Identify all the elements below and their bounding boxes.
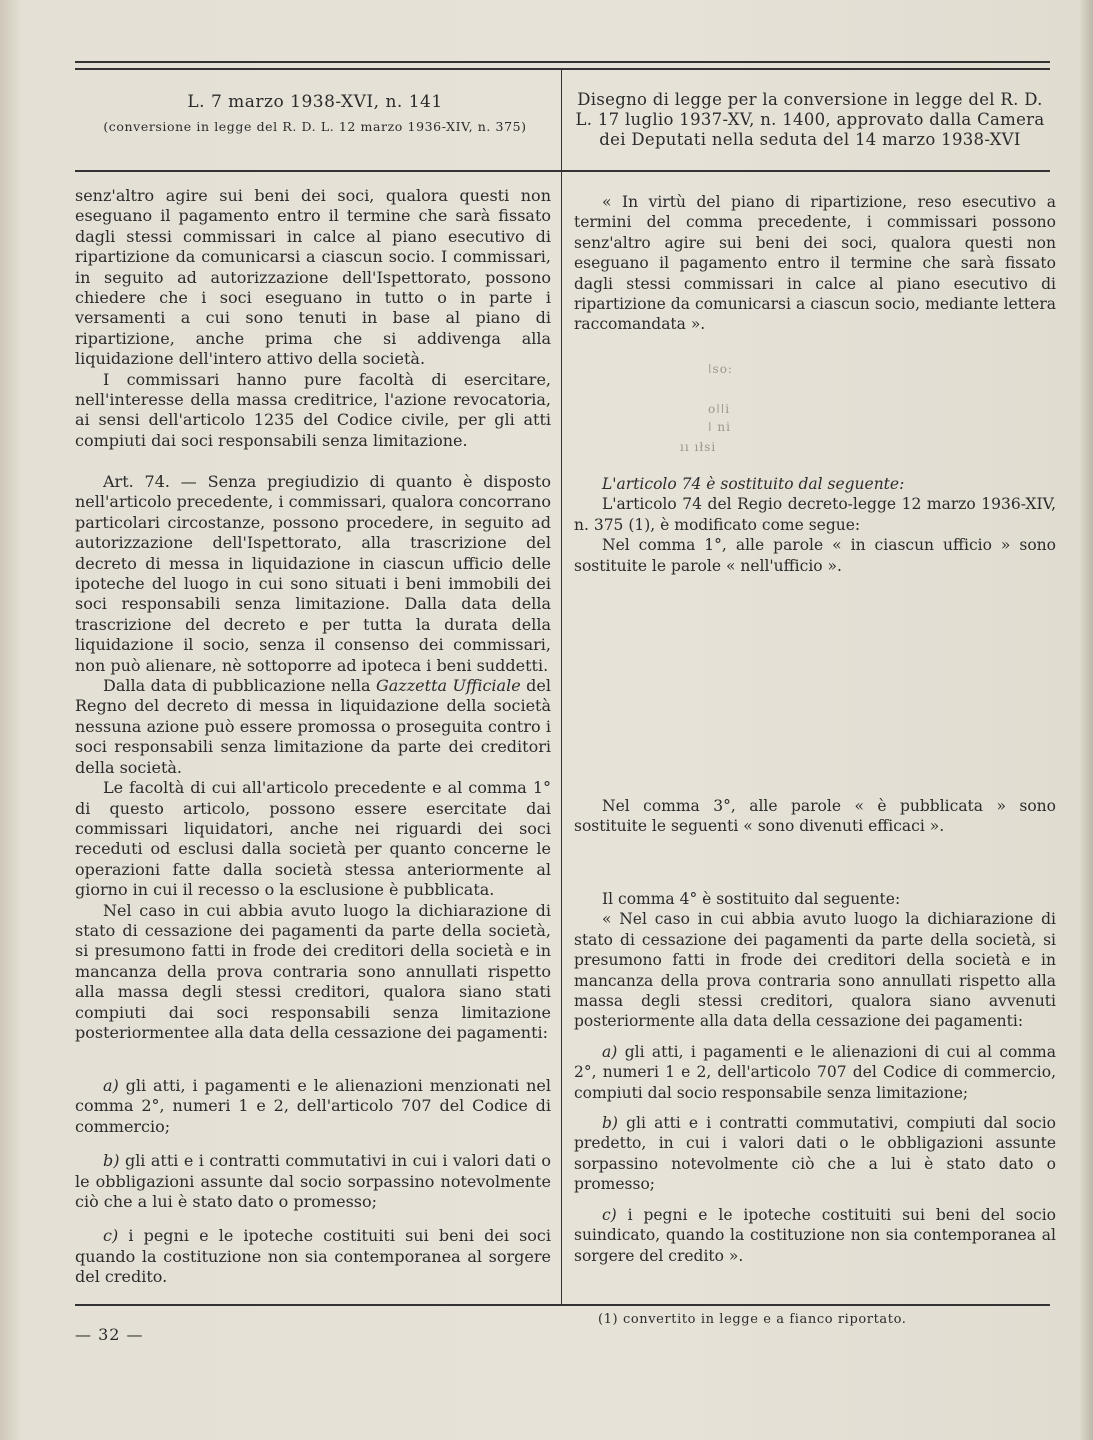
gazzetta-ufficiale-italic: Gazzetta Ufficiale bbox=[375, 676, 521, 696]
left-list-label-b: b) bbox=[103, 1151, 120, 1171]
show-through-mark-2: oǀǀi bbox=[708, 402, 731, 416]
left-list-item-b bbox=[75, 1151, 551, 1212]
header-left-title: L. 7 marzo 1938-XVI, n. 141 bbox=[187, 92, 443, 112]
show-through-mark-4: ıı ıłsi bbox=[680, 440, 717, 454]
right-list-item-a bbox=[574, 1042, 1056, 1103]
left-paragraph-facolta: Le facoltà di cui all'articolo precedente e al comma 1° di questo articolo, possono essere esercitate dai commissari liquidatori, anche nei riguardi dei soci receduti od esclusi dalla società per quanto concerne le operazioni fatte dalla società stessa anteriormente al giorno in cui il recesso o la esclusione è pubblicata. bbox=[75, 778, 551, 900]
right-paragraph-comma-3: Nel comma 3°, alle parole « è pubblicata » sono sostituite le seguenti « sono divenuti efficaci ». bbox=[574, 797, 1056, 836]
left-paragraph-cessazione: Nel caso in cui abbia avuto luogo la dichiarazione di stato di cessazione dei pagamenti da parte della società, si presumono fatti in frode dei creditori della società e in mancanza della prova contraria sono annullati rispetto alla massa degli stessi creditori, qualora siano stati compiuti dai soci responsabili senza limitazione posteriormentee alla data della cessazione dei pagamenti: bbox=[75, 900, 551, 1042]
left-list-label-c: c) bbox=[103, 1226, 119, 1246]
right-paragraph-1: « In virtù del piano di ripartizione, reso esecutivo a termini del comma precedente, i commissari possono senz'altro agire sui beni dei soci, qualora questi non eseguano il pagamento entro il termine che sarà fissato dagli stessi commissari in calce al piano esecutivo di ripartizione da comunicarsi a ciascun socio, mediante lettera raccomandata ». bbox=[574, 193, 1056, 334]
right-list-item-b bbox=[574, 1113, 1056, 1195]
right-list-text-b: gli atti e i contratti commutativi, compiuti dal socio predetto, in cui i valori dati o le obbligazioni assunte sorpassino notevolmente ciò che a lui è stato dato o promesso; bbox=[574, 1114, 1056, 1194]
right-paragraph-comma-1: Nel comma 1°, alle parole « in ciascun ufficio » sono sostituite le parole « nell'ufficio ». bbox=[574, 536, 1056, 575]
right-paragraph-modifica: L'articolo 74 del Regio decreto-legge 12 marzo 1936-XIV, n. 375 (1), è modificato come segue: bbox=[574, 495, 1056, 534]
page-number: — 32 — bbox=[75, 1325, 144, 1344]
left-list-label-a: a) bbox=[103, 1076, 119, 1095]
left-paragraph-gazzetta-after: del Regno del decreto di messa in liquidazione della società nessuna azione può essere promossa o proseguita contro i soci responsabili senza limitazione da parte dei creditori della società. bbox=[75, 676, 551, 777]
header-left bbox=[75, 90, 555, 138]
right-paragraph-comma-4-intro: Il comma 4° è sostituito dal seguente: bbox=[602, 890, 901, 908]
header-right-title: Disegno di legge per la conversione in legge del R. D. L. 17 luglio 1937-XV, n. 1400, approvato dalla Camera dei Deputati nella seduta del 14 marzo 1938-XVI bbox=[575, 90, 1045, 149]
right-column-top bbox=[574, 192, 1056, 335]
right-column-comma-4 bbox=[574, 889, 1056, 1266]
right-column-comma-3 bbox=[574, 796, 1056, 837]
left-column-top bbox=[75, 186, 551, 451]
right-list-text-a: gli atti, i pagamenti e le alienazioni di cui al comma 2°, numeri 1 e 2, dell'articolo 707 del Codice di commercio, compiuti dal socio responsabile senza limitazione; bbox=[574, 1042, 1056, 1102]
right-list-label-b: b) bbox=[602, 1114, 618, 1133]
right-article-74-heading bbox=[574, 474, 1056, 494]
header-rule-bottom bbox=[75, 170, 1050, 172]
left-column-article-74 bbox=[75, 472, 551, 1043]
header-column-divider bbox=[561, 68, 562, 172]
left-article-74: Art. 74. — Senza pregiudizio di quanto è disposto nell'articolo precedente, i commissari, qualora concorrano particolari circostanze, possono procedere, in seguito ad autorizzazione dell'Ispettorato, alla trascrizione del decreto di messa in liquidazione in ciascun ufficio delle ipoteche del luogo in cui sono situati i beni immobili dei soci responsabili senza limitazione. Dalla data della trascrizione del decreto e per tutta la durata della liquidazione il socio, senza il consenso dei commissari, non può alienare, nè sottoporre ad ipoteca i beni suddetti. bbox=[75, 472, 551, 675]
left-paragraph-gazzetta bbox=[75, 676, 551, 778]
right-list-label-a: a) bbox=[602, 1042, 618, 1061]
left-list-item-a bbox=[75, 1076, 551, 1137]
show-through-mark-3: ǀ ni bbox=[708, 420, 731, 434]
left-paragraph-gazzetta-before: Dalla data di pubblicazione nella bbox=[103, 676, 376, 696]
left-list-text-c: i pegni e le ipoteche costituiti sui beni dei soci quando la costituzione non sia contemporanea al sorgere del credito. bbox=[75, 1226, 551, 1287]
right-list-text-c: i pegni e le ipoteche costituiti sui beni del socio suindicato, quando la costituzione non sia contemporanea al sorgere del credito ». bbox=[574, 1205, 1056, 1265]
right-column-article-74 bbox=[574, 474, 1056, 576]
left-paragraph-1: senz'altro agire sui beni dei soci, qualora questi non eseguano il pagamento entro il termine che sarà fissato dagli stessi commissari in calce al piano esecutivo di ripartizione da comunicarsi a ciascun socio. I commissari, in seguito ad autorizzazione dell'Ispettorato, possono chiedere che i soci eseguano in tutto o in parte i versamenti a cui sono tenuti in base al piano di ripartizione, anche prima che si addivenga alla liquidazione dell'intero attivo della società. bbox=[75, 186, 551, 369]
right-article-74-italic: L'articolo 74 è sostituito dal seguente: bbox=[602, 475, 905, 493]
header-left-subtitle: (conversione in legge del R. D. L. 12 marzo 1936-XIV, n. 375) bbox=[103, 119, 527, 134]
right-list-label-c: c) bbox=[602, 1205, 617, 1224]
show-through-mark-1: ǀso: bbox=[708, 362, 733, 376]
footnote: (1) convertito in legge e a fianco riportato. bbox=[598, 1312, 907, 1327]
header-rule-second bbox=[75, 68, 1050, 70]
right-paragraph-cessazione: « Nel caso in cui abbia avuto luogo la dichiarazione di stato di cessazione dei pagamenti da parte della società, si presumono fatti in frode dei creditori della società e in mancanza della prova contraria sono annullati rispetto alla massa degli stessi creditori, qualora siano avvenuti posteriormente alla data della cessazione dei pagamenti: bbox=[574, 910, 1056, 1031]
right-list-item-c bbox=[574, 1205, 1056, 1266]
header-rule-top bbox=[75, 61, 1050, 63]
body-column-divider bbox=[561, 172, 562, 1304]
page-edge bbox=[1079, 0, 1093, 1440]
left-list-text-a: gli atti, i pagamenti e le alienazioni menzionati nel comma 2°, numeri 1 e 2, dell'articolo 707 del Codice di commercio; bbox=[75, 1076, 551, 1136]
footer-rule bbox=[75, 1304, 1050, 1306]
left-column-list bbox=[75, 1076, 551, 1288]
left-list-item-c bbox=[75, 1226, 551, 1287]
left-paragraph-2: I commissari hanno pure facoltà di esercitare, nell'interesse della massa creditrice, l'azione revocatoria, ai sensi dell'articolo 1235 del Codice civile, per gli atti compiuti dai soci responsabili senza limitazione. bbox=[75, 369, 551, 450]
left-list-text-b: gli atti e i contratti commutativi in cui i valori dati o le obbligazioni assunte dal socio sorpassino notevolmente ciò che a lui è stato dato o promesso; bbox=[75, 1151, 551, 1212]
